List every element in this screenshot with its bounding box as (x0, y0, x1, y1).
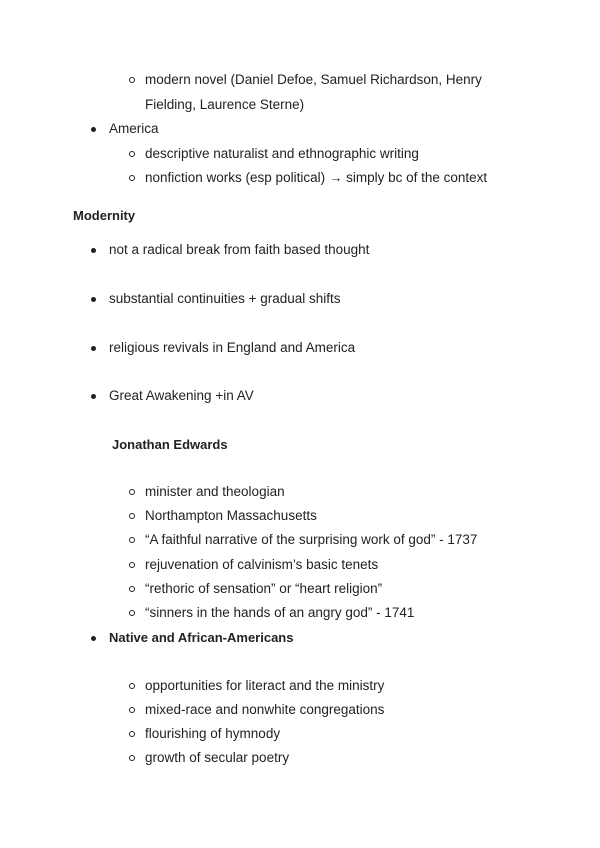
hollow-bullet-icon (129, 731, 135, 737)
bullet-icon (91, 346, 96, 351)
list-item: Great Awakening +in AV (109, 388, 254, 403)
bullet-icon (91, 636, 96, 641)
hollow-bullet-icon (129, 513, 135, 519)
bullet-icon (91, 394, 96, 399)
hollow-bullet-icon (129, 562, 135, 568)
list-item: religious revivals in England and America (109, 340, 356, 355)
hollow-bullet-icon (129, 537, 135, 543)
section-heading-edwards: Jonathan Edwards (112, 437, 228, 452)
list-item: modern novel (Daniel Defoe, Samuel Richardson, Henry (145, 72, 482, 87)
hollow-bullet-icon (129, 586, 135, 592)
list-item: “sinners in the hands of an angry god” - 1741 (145, 605, 415, 620)
hollow-bullet-icon (129, 489, 135, 495)
list-item-america: America (109, 121, 159, 136)
hollow-bullet-icon (129, 755, 135, 761)
list-item: rejuvenation of calvinism’s basic tenets (145, 557, 379, 572)
list-item: mixed-race and nonwhite congregations (145, 702, 385, 717)
list-item: growth of secular poetry (145, 750, 290, 765)
section-heading-native: Native and African-Americans (109, 630, 294, 645)
list-item: “rethoric of sensation” or “heart religion” (145, 581, 383, 596)
list-item: “A faithful narrative of the surprising work of god” - 1737 (145, 532, 478, 547)
list-item: flourishing of hymnody (145, 726, 281, 741)
hollow-bullet-icon (129, 151, 135, 157)
bullet-icon (91, 248, 96, 253)
list-item: substantial continuities + gradual shifts (109, 291, 341, 306)
list-item: opportunities for literact and the ministry (145, 678, 385, 693)
list-item: minister and theologian (145, 484, 285, 499)
hollow-bullet-icon (129, 175, 135, 181)
hollow-bullet-icon (129, 683, 135, 689)
hollow-bullet-icon (129, 77, 135, 83)
bullet-icon (91, 127, 96, 132)
list-item: Northampton Massachusetts (145, 508, 317, 523)
list-item: descriptive naturalist and ethnographic writing (145, 146, 419, 161)
hollow-bullet-icon (129, 610, 135, 616)
hollow-bullet-icon (129, 707, 135, 713)
list-item-continuation: Fielding, Laurence Sterne) (145, 97, 305, 112)
bullet-icon (91, 297, 96, 302)
section-heading-modernity: Modernity (73, 208, 136, 223)
list-item: not a radical break from faith based thought (109, 242, 370, 257)
list-item: nonfiction works (esp political) → simply bc of the context (145, 170, 488, 185)
